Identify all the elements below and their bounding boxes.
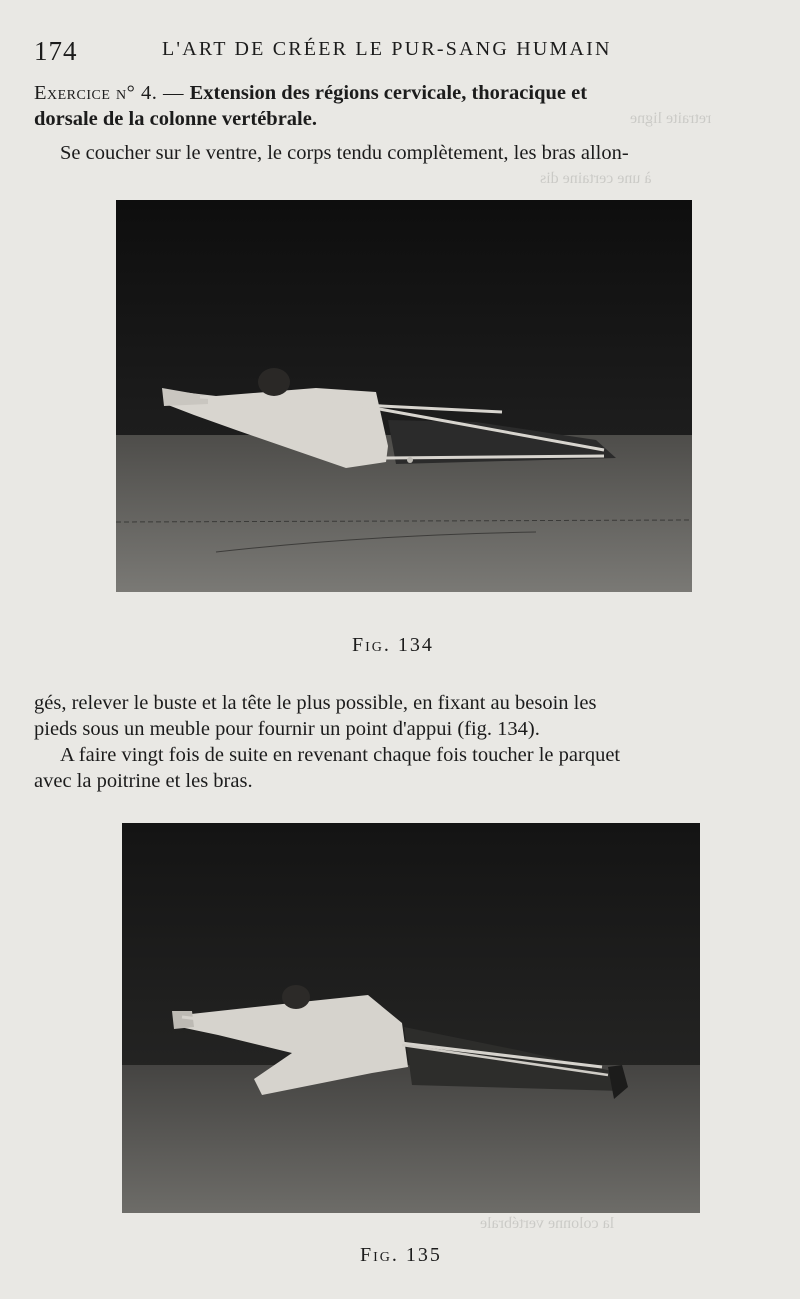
- photo-figure-134-drawing: [116, 200, 692, 592]
- photo-figure-134: [116, 200, 692, 592]
- bleed-through-text: la colonne vertébrale: [480, 1215, 615, 1232]
- body-line: Se coucher sur le ventre, le corps tendu complètement, les bras allon-: [60, 142, 629, 164]
- photo-figure-135-drawing: [122, 823, 700, 1213]
- page-header: [34, 30, 760, 70]
- bleed-through-text: retraite ligne: [630, 110, 712, 127]
- figure-caption-135: Fig. 135: [360, 1244, 442, 1266]
- page-number: 174: [34, 36, 78, 66]
- body-line: pieds sous un meuble pour fournir un point d'appui (fig. 134).: [34, 718, 540, 740]
- exercise-title: Extension des régions cervicale, thoracique et: [189, 82, 588, 104]
- photo-figure-135: [122, 823, 700, 1213]
- body-line: avec la poitrine et les bras.: [34, 770, 253, 792]
- exercise-heading-line2: dorsale de la colonne vertébrale.: [34, 108, 317, 130]
- exercise-label: Exercice n° 4. —: [34, 82, 190, 104]
- bleed-through-text: à une certaine dis: [540, 170, 652, 187]
- running-title: L'ART DE CRÉER LE PUR-SANG HUMAIN: [162, 38, 612, 60]
- figure-caption-134: Fig. 134: [352, 634, 434, 656]
- body-line: A faire vingt fois de suite en revenant chaque fois toucher le parquet: [60, 744, 621, 766]
- body-line: gés, relever le buste et la tête le plus possible, en fixant au besoin les: [34, 692, 597, 714]
- exercise-heading-line1: [34, 80, 754, 106]
